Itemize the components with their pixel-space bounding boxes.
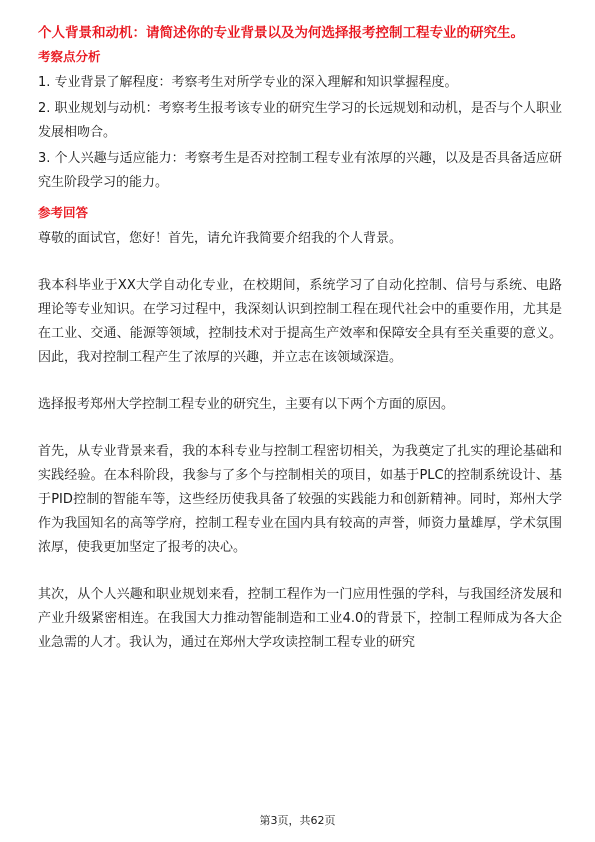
page-content xyxy=(38,22,562,655)
answer-paragraph: 首先，从专业背景来看，我的本科专业与控制工程密切相关，为我奠定了扎实的理论基础和实践经验。在本科阶段，我参与了多个与控制相关的项目，如基于PLC的控制系统设计、基于PID控制的智能车等，这些经历使我具备了较强的实践能力和创新精神。同时，郑州大学作为我国知名的高等学府，控制工程专业在国内具有较高的声誉，师资力量雄厚，学术氛围浓厚，使我更加坚定了报考的决心。 xyxy=(38,444,562,555)
answer-paragraph: 其次，从个人兴趣和职业规划来看，控制工程作为一门应用性强的学科，与我国经济发展和产业升级紧密相连。在我国大力推动智能制造和工业4.0的背景下，控制工程师成为各大企业急需的人才。我认为，通过在郑州大学攻读控制工程专业的研究 xyxy=(38,587,562,650)
answer-heading: 参考回答 xyxy=(38,205,89,220)
analysis-heading: 考察点分析 xyxy=(38,49,101,64)
answer-paragraph: 我本科毕业于XX大学自动化专业，在校期间，系统学习了自动化控制、信号与系统、电路理论等专业知识。在学习过程中，我深刻认识到控制工程在现代社会中的重要作用，尤其是在工业、交通、能源等领域，控制技术对于提高生产效率和保障安全具有至关重要的意义。因此，我对控制工程产生了浓厚的兴趣，并立志在该领域深造。 xyxy=(38,278,562,365)
analysis-item: 1. 专业背景了解程度：考察考生对所学专业的深入理解和知识掌握程度。 xyxy=(38,75,458,90)
analysis-item: 2. 职业规划与动机：考察考生报考该专业的研究生学习的长远规划和动机，是否与个人职业发展相吻合。 xyxy=(38,101,562,140)
page-number: 第3页，共62页 xyxy=(259,814,336,827)
answer-paragraph: 选择报考郑州大学控制工程专业的研究生，主要有以下两个方面的原因。 xyxy=(38,397,455,412)
analysis-list xyxy=(38,71,562,195)
analysis-item: 3. 个人兴趣与适应能力：考察考生是否对控制工程专业有浓厚的兴趣，以及是否具备适应研究生阶段学习的能力。 xyxy=(38,151,562,190)
question-title: 个人背景和动机：请简述你的专业背景以及为何选择报考控制工程专业的研究生。 xyxy=(38,25,524,41)
answer-paragraph: 尊敬的面试官，您好！首先，请允许我简要介绍我的个人背景。 xyxy=(38,231,403,246)
